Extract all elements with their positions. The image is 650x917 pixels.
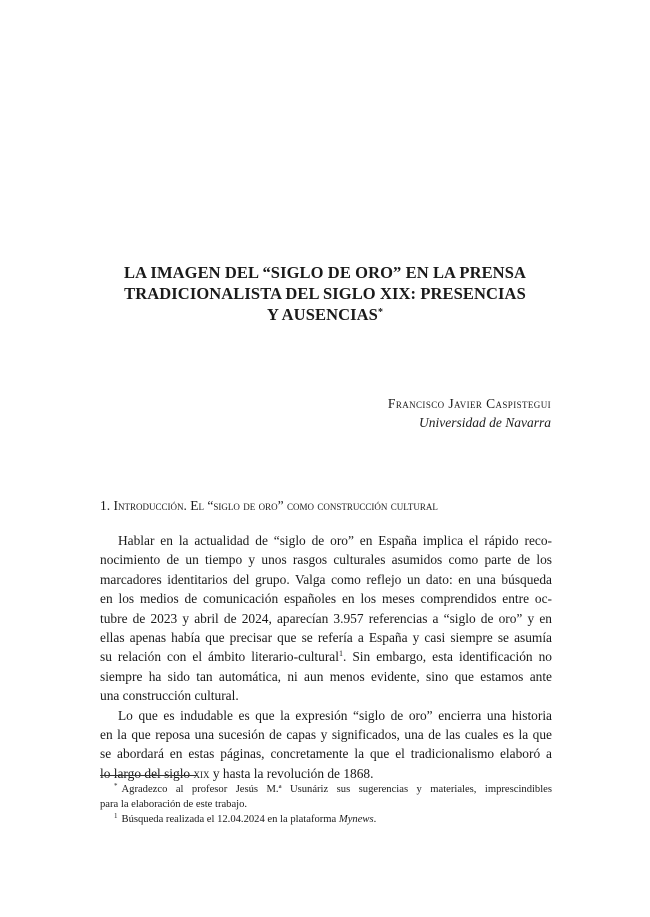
author-name: Francisco Javier Caspistegui <box>387 396 551 411</box>
footnote-marker-star: * <box>114 782 118 790</box>
body-line: ellas apenas había que precisar que se refería a España y casi siempre se asumía <box>100 630 552 646</box>
footnote-ref-1[interactable]: 1 <box>338 649 343 659</box>
body-line: se abordará en estas páginas, concretamente la que el tradicionalismo elaboró a <box>100 746 552 762</box>
roman-numeral-century: xix <box>193 765 210 781</box>
title-line-3-text: Y AUSENCIAS <box>266 305 378 324</box>
title-line-1: LA IMAGEN DEL “SIGLO DE ORO” EN LA PRENSA <box>123 263 526 282</box>
body-line: en los medios de comunicación españoles en los meses comprendidos entre oc- <box>100 591 552 607</box>
body-line-last <box>100 764 552 783</box>
footnote-text: Búsqueda realizada el 12.04.2024 en la plataforma <box>121 814 339 826</box>
footnote-separator <box>100 775 197 776</box>
title-line-2: TRADICIONALISTA DEL SIGLO XIX: PRESENCIAS <box>124 284 526 303</box>
body-line-part: su relación con el ámbito literario-cultural <box>100 649 339 665</box>
body-line-part: y hasta la revolución de 1868. <box>209 765 374 781</box>
body-line: nocimiento de un tiempo y unos rasgos culturales asumidos como parte de los <box>100 552 552 568</box>
footnote-text: . <box>373 814 377 826</box>
section-heading: 1. Introducción. El “siglo de oro” como construcción cultural <box>100 498 438 513</box>
body-line-part: lo largo del siglo <box>100 765 194 781</box>
platform-name: Mynews <box>338 814 374 826</box>
body-text <box>100 531 552 783</box>
footnote-star <box>100 782 552 797</box>
title-line-3 <box>100 304 550 325</box>
footnote-text: Agradezco al profesor Jesús M.ª Usunáriz sus sugerencias y materiales, imprescindibles <box>121 784 552 795</box>
author-block <box>388 394 551 432</box>
body-line: en la que reposa una sucesión de capas y significados, una de las cuales es la que <box>100 727 552 743</box>
body-line-part: . Sin embargo, esta identificación no <box>342 649 552 665</box>
paragraph-2 <box>100 706 552 784</box>
footnote-star-continued: para la elaboración de este trabajo. <box>100 799 248 811</box>
author-affiliation: Universidad de Navarra <box>419 415 551 430</box>
article-title <box>100 262 550 325</box>
footnote-1 <box>100 812 552 827</box>
body-line: tubre de 2023 y abril de 2024, aparecían 3.957 referencias a “siglo de oro” y en <box>100 610 552 626</box>
body-line: Hablar en la actualidad de “siglo de oro” en España implica el rápido reco- <box>118 533 552 548</box>
body-line: marcadores identitarios del grupo. Valga como reflejo un dato: en una búsqueda <box>100 571 552 587</box>
paragraph-1 <box>100 531 552 706</box>
footnotes <box>100 782 552 828</box>
body-line: una construcción cultural. <box>100 688 239 704</box>
footnote-marker-1: 1 <box>114 812 118 821</box>
body-line: siempre ha sido tan automática, ni aun menos evidente, sino que estamos ante <box>100 668 552 684</box>
title-footnote-marker[interactable]: * <box>377 307 384 318</box>
body-line: Lo que es indudable es que la expresión “siglo de oro” encierra una historia <box>118 707 552 723</box>
body-line-with-footnote <box>100 647 552 666</box>
